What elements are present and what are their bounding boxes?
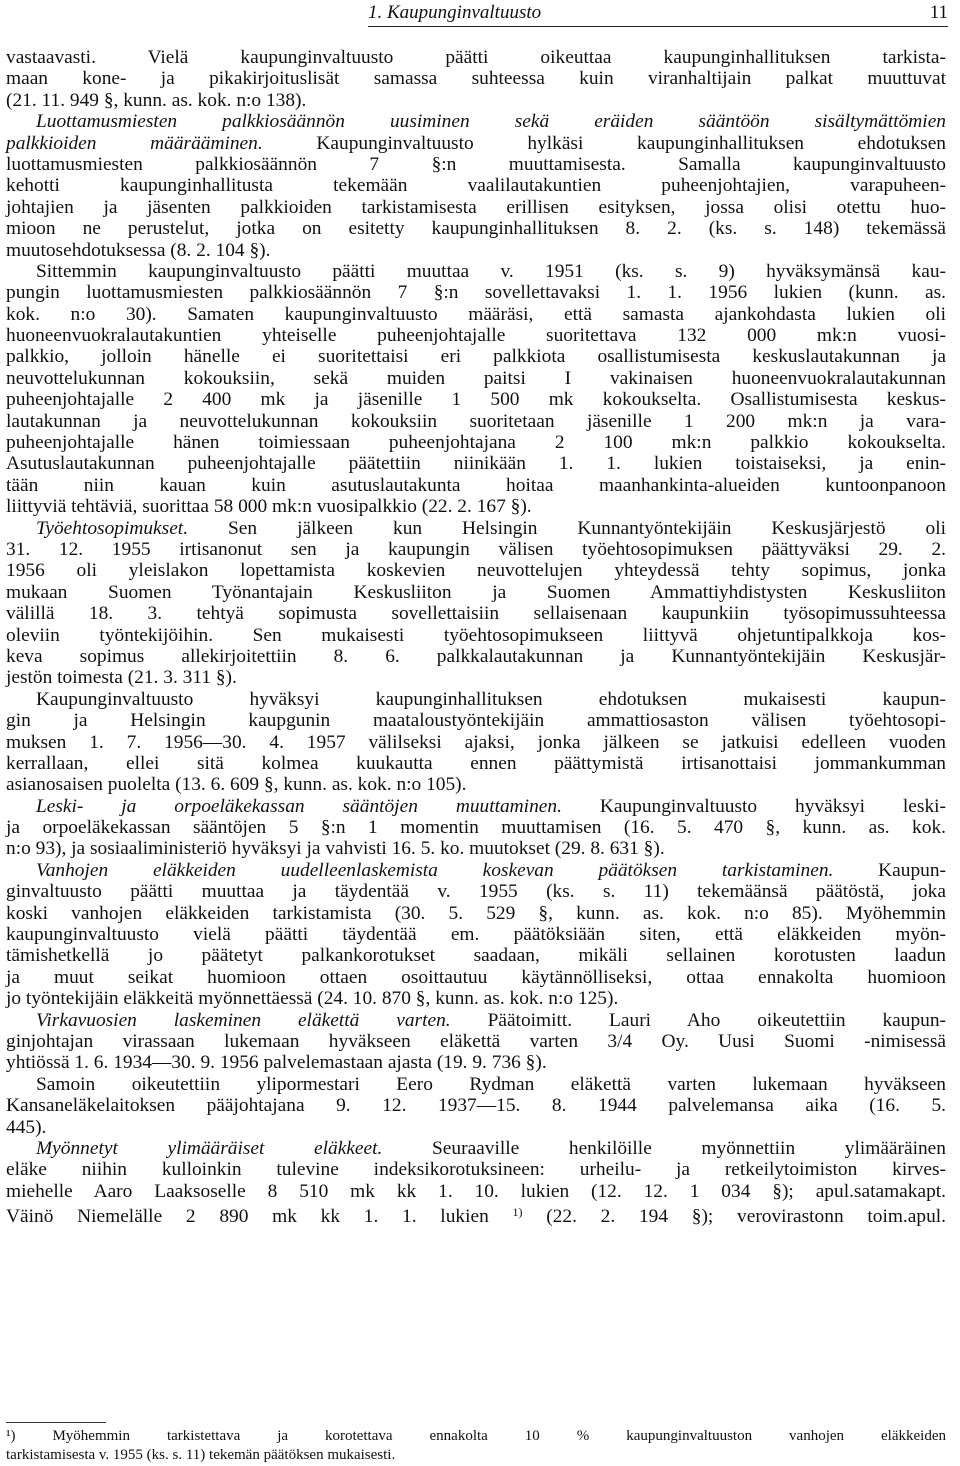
text-line bbox=[6, 774, 946, 795]
text-line bbox=[6, 967, 946, 988]
text-line bbox=[6, 154, 946, 175]
text-line bbox=[6, 261, 946, 282]
text-line bbox=[6, 411, 946, 432]
footnotes bbox=[6, 1427, 946, 1465]
text-line bbox=[6, 924, 946, 945]
text-line bbox=[6, 667, 946, 688]
text-line bbox=[6, 368, 946, 389]
line-text: ja muut seikat huomioon ottaen osoittautuu käytännölliseksi, ottaa ennakolta huomioon bbox=[6, 966, 946, 988]
text-line bbox=[6, 175, 946, 196]
text-line bbox=[6, 732, 946, 753]
text-line bbox=[6, 753, 946, 774]
text-line bbox=[6, 1074, 946, 1095]
section-heading: Työehtosopimukset. bbox=[36, 517, 189, 539]
text-line bbox=[6, 710, 946, 731]
line-text: puheenjohtajalle hänen toimiessaan puheenjohtajana 2 100 mk:n palkkio kokoukselta. bbox=[6, 432, 946, 454]
line-text: mukaan Suomen Työnantajain Keskusliiton ja Suomen Ammattiyhdistysten Keskusliiton bbox=[6, 581, 946, 603]
line-text: 445). bbox=[6, 1116, 47, 1138]
line-text: Asutuslautakunnan puheenjohtajalle päätettiin niinikään 1. 1. lukien toistaiseksi, ja enin- bbox=[6, 453, 946, 475]
running-head-title: 1. Kaupunginvaltuusto bbox=[368, 2, 542, 23]
text-line bbox=[6, 47, 946, 68]
line-text: Kaupunginvaltuusto hyväksyi leski- bbox=[561, 795, 947, 817]
text-line bbox=[6, 197, 946, 218]
section-heading: Myönnetyt ylimääräiset eläkkeet. bbox=[36, 1137, 383, 1159]
text-line bbox=[6, 838, 946, 859]
text-line bbox=[6, 1181, 946, 1202]
line-text: yhtiössä 1. 6. 1934—30. 9. 1956 palvelemastaan ajasta (19. 9. 736 §). bbox=[6, 1052, 547, 1074]
text-line bbox=[6, 304, 946, 325]
line-text: liittyviä tehtäviä, suorittaa 58 000 mk:n vuosipalkkio (22. 2. 167 §). bbox=[6, 496, 532, 518]
text-line bbox=[6, 1052, 946, 1073]
text-line bbox=[6, 988, 946, 1009]
text-line bbox=[6, 496, 946, 517]
text-line bbox=[6, 453, 946, 474]
section-heading: Virkavuosien laskeminen eläkettä varten. bbox=[36, 1009, 451, 1031]
text-line bbox=[6, 389, 946, 410]
line-text: muksen 1. 7. 1956—30. 4. 1957 välilseksi ajaksi, jonka jälkeen se jatkuisi edelleen vuoden bbox=[6, 731, 946, 753]
text-line bbox=[6, 582, 946, 603]
footnote-line: tarkistamisesta v. 1955 (ks. s. 11) tekemän päätöksen mukaisesti. bbox=[6, 1447, 396, 1463]
text-line bbox=[6, 1031, 946, 1052]
text-line bbox=[6, 133, 946, 154]
line-text: Sen jälkeen kun Helsingin Kunnantyöntekijäin Keskusjärjestö oli bbox=[188, 517, 946, 539]
text-line bbox=[6, 475, 946, 496]
text-line bbox=[6, 325, 946, 346]
text-line bbox=[6, 218, 946, 239]
line-text: Sittemmin kaupunginvaltuusto päätti muuttaa v. 1951 (ks. s. 9) hyväksymänsä kau- bbox=[36, 260, 946, 282]
text-line bbox=[6, 518, 946, 539]
text-line bbox=[6, 68, 946, 89]
line-text: ja orpoeläkekassan sääntöjen 5 §:n 1 momentin muuttamisen (16. 5. 470 §, kunn. as. kok. bbox=[6, 817, 946, 839]
text-line bbox=[6, 689, 946, 710]
section-heading: Leski- ja orpoeläkekassan sääntöjen muuttaminen. bbox=[36, 795, 562, 817]
line-text: mioon ne perustelut, jotka on esitetty kaupunginhallituksen 8. 2. (ks. s. 148) tekemässä bbox=[6, 218, 946, 240]
line-text: Kaupun- bbox=[833, 859, 947, 881]
line-text: palkkio, jolloin hänelle ei suoritettaisi eri palkkiota osallistumisesta keskuslautakunnan ja bbox=[6, 346, 946, 368]
running-head bbox=[368, 2, 948, 26]
text-line bbox=[6, 346, 946, 367]
text-line bbox=[6, 646, 946, 667]
line-text: Kaupunginvaltuusto hylkäsi kaupunginhallituksen ehdotuksen bbox=[262, 132, 946, 154]
text-line bbox=[6, 282, 946, 303]
text-line bbox=[6, 1095, 946, 1116]
text-line bbox=[6, 432, 946, 453]
footnote-line: ¹) Myöhemmin tarkistettava ja korotettava ennakolta 10 % kaupunginvaltuuston vanhojen eläkkeiden bbox=[6, 1428, 946, 1444]
line-text: n:o 93), ja sosiaaliministeriö hyväksyi ja vahvisti 16. 5. ko. muutokset (29. 8. 631 §). bbox=[6, 838, 665, 860]
line-text: ginvaltuusto päätti muuttaa ja täydentää v. 1955 (ks. s. 11) tekemäänsä päätöstä, joka bbox=[6, 881, 946, 903]
line-text: johtajien ja jäsenten palkkioiden tarkistamisesta erillisen esityksen, jossa olisi otettu huo- bbox=[6, 196, 946, 218]
line-text: oleviin työntekijöihin. Sen mukaisesti työehtosopimukseen liittyvä ohjetuntipalkkoja kos- bbox=[6, 624, 946, 646]
line-text: Samoin oikeutettiin ylipormestari Eero Rydman eläkettä varten lukemaan hyväkseen bbox=[36, 1073, 946, 1095]
line-text: puheenjohtajalle 2 400 mk ja jäsenille 1 500 mk kokoukselta. Osallistumisesta keskus- bbox=[6, 389, 946, 411]
section-heading: Vanhojen eläkkeiden uudelleenlaskemista koskevan päätöksen tarkistaminen. bbox=[36, 859, 834, 881]
line-text: kaupunginvaltuusto vielä päätti täydentää em. päätöksiään siten, että eläkkeiden myön- bbox=[6, 924, 946, 946]
line-text: miehelle Aaro Laaksoselle 8 510 mk kk 1. 10. lukien (12. 12. 1 034 §); apul.satamakapt. bbox=[6, 1180, 946, 1202]
line-text: tään niin kauan kuin asutuslautakunta hoitaa maanhankinta-alueiden kuntoonpanoon bbox=[6, 474, 946, 496]
line-text: huoneenvuokralautakuntien yhteiselle puheenjohtajalle suoritettava 132 000 mk:n vuosi- bbox=[6, 325, 946, 347]
line-text: vastaavasti. Vielä kaupunginvaltuusto päätti oikeuttaa kaupunginhallituksen tarkista- bbox=[6, 47, 946, 68]
line-text: Kansaneläkelaitoksen pääjohtajana 9. 12. 1937—15. 8. 1944 palvelemansa aika (16. 5. bbox=[6, 1095, 946, 1117]
text-line bbox=[6, 881, 946, 902]
text-line bbox=[6, 903, 946, 924]
text-line bbox=[6, 560, 946, 581]
page-number: 11 bbox=[929, 2, 948, 23]
line-text: maan kone- ja pikakirjoituslisät samassa suhteessa kuin viranhaltijain palkat muuttuvat bbox=[6, 68, 946, 90]
line-text: koski vanhojen eläkkeiden tarkistamista (30. 5. 529 §, kunn. as. kok. n:o 85). Myöhemmin bbox=[6, 902, 946, 924]
line-text: Kaupunginvaltuusto hyväksyi kaupunginhallituksen ehdotuksen mukaisesti kaupun- bbox=[36, 688, 946, 710]
line-text: eläke niihin kulloinkin tulevine indeksikorotuksineen: urheilu- ja retkeilytoimiston kirves- bbox=[6, 1159, 946, 1181]
text-line bbox=[6, 1202, 946, 1228]
header-rule bbox=[368, 26, 948, 27]
line-text: 31. 12. 1955 irtisanonut sen ja kaupungin välisen työehtosopimuksen päättyväksi 29. 2. bbox=[6, 538, 946, 560]
line-text: jo työntekijäin eläkkeitä myönnettäessä (24. 10. 870 §, kunn. as. kok. n:o 125). bbox=[6, 988, 619, 1010]
text-line bbox=[6, 539, 946, 560]
text-line bbox=[6, 945, 946, 966]
text-line bbox=[6, 1138, 946, 1159]
line-text: Seuraaville henkilöille myönnettiin ylimääräinen bbox=[382, 1137, 946, 1159]
line-text: kerrallaan, ellei sitä kolmea kuukautta ennen päättymistä irtisanottaisi jommankumman bbox=[6, 752, 946, 774]
line-text: kok. n:o 30). Samaten kaupunginvaltuusto määräsi, että samasta ajankohdasta lukien oli bbox=[6, 303, 946, 325]
section-heading: Luottamusmiesten palkkiosäännön uusiminen sekä eräiden sääntöön sisältymättömien bbox=[36, 111, 946, 133]
text-line bbox=[6, 90, 946, 111]
line-text: muutosehdotuksessa (8. 2. 104 §). bbox=[6, 239, 271, 261]
text-line bbox=[6, 1159, 946, 1180]
footnote-rule bbox=[6, 1422, 106, 1423]
line-text: Päätoimitt. Lauri Aho oikeutettiin kaupun- bbox=[450, 1009, 946, 1031]
text-line bbox=[6, 625, 946, 646]
text-line bbox=[6, 603, 946, 624]
line-text: luottamusmiesten palkkiosäännön 7 §:n muuttamisesta. Samalla kaupunginvaltuusto bbox=[6, 153, 946, 175]
line-text: asianosaisen puolelta (13. 6. 609 §, kunn. as. kok. n:o 105). bbox=[6, 774, 467, 796]
text-line bbox=[6, 817, 946, 838]
line-text: kehotti kaupunginhallitusta tekemään vaalilautakuntien puheenjohtajien, varapuheen- bbox=[6, 175, 946, 197]
text-line bbox=[6, 111, 946, 132]
line-text: neuvottelukunnan kokouksiin, sekä muiden paitsi I vakinaisen huoneenvuokralautakunnan bbox=[6, 367, 946, 389]
text-line bbox=[6, 796, 946, 817]
line-text: keva sopimus allekirjoitettiin 8. 6. palkkalautakunnan ja Kunnantyöntekijäin Keskusjär- bbox=[6, 645, 946, 667]
footnote-ref: 1) bbox=[512, 1205, 523, 1220]
line-text: lautakunnan ja neuvottelukunnan kokouksiin suoritetaan jäsenille 1 200 mk:n ja vara- bbox=[6, 410, 946, 432]
line-text: jestön toimesta (21. 3. 311 §). bbox=[6, 667, 237, 689]
line-text: pungin luottamusmiesten palkkiosäännön 7 §:n sovellettavaksi 1. 1. 1956 lukien (kunn. as. bbox=[6, 282, 946, 304]
line-text: välillä 18. 3. tehtyä sopimusta sovellettaisiin sellaisenaan kaupunkiin työsopimussuhteessa bbox=[6, 603, 946, 625]
section-heading: palkkioiden määrääminen. bbox=[6, 132, 263, 154]
line-text: (21. 11. 949 §, kunn. as. kok. n:o 138). bbox=[6, 89, 307, 111]
line-text: 1956 oli yleislakon lopettamista koskevien neuvottelujen yhteydessä tehty sopimus, jonka bbox=[6, 560, 946, 582]
line-text: gin ja Helsingin kaupgunin maataloustyöntekijäin ammattiosaston välisen työehtosopi- bbox=[6, 710, 946, 732]
line-text: tämishetkellä jo päätetyt palkankorotukset saadaan, mikäli sellainen korotusten laadun bbox=[6, 945, 946, 967]
line-text: Väinö Niemelälle 2 890 mk kk 1. 1. lukien bbox=[6, 1206, 513, 1228]
line-text: (22. 2. 194 §); verovirastonn toim.apul. bbox=[522, 1206, 946, 1228]
text-line bbox=[6, 1010, 946, 1031]
text-line bbox=[6, 860, 946, 881]
text-line bbox=[6, 1117, 946, 1138]
text-line bbox=[6, 240, 946, 261]
body-text bbox=[6, 47, 947, 1228]
line-text: ginjohtajan virassaan lukemaan hyväkseen eläkettä varten 3/4 Oy. Uusi Suomi -nimisessä bbox=[6, 1030, 946, 1052]
